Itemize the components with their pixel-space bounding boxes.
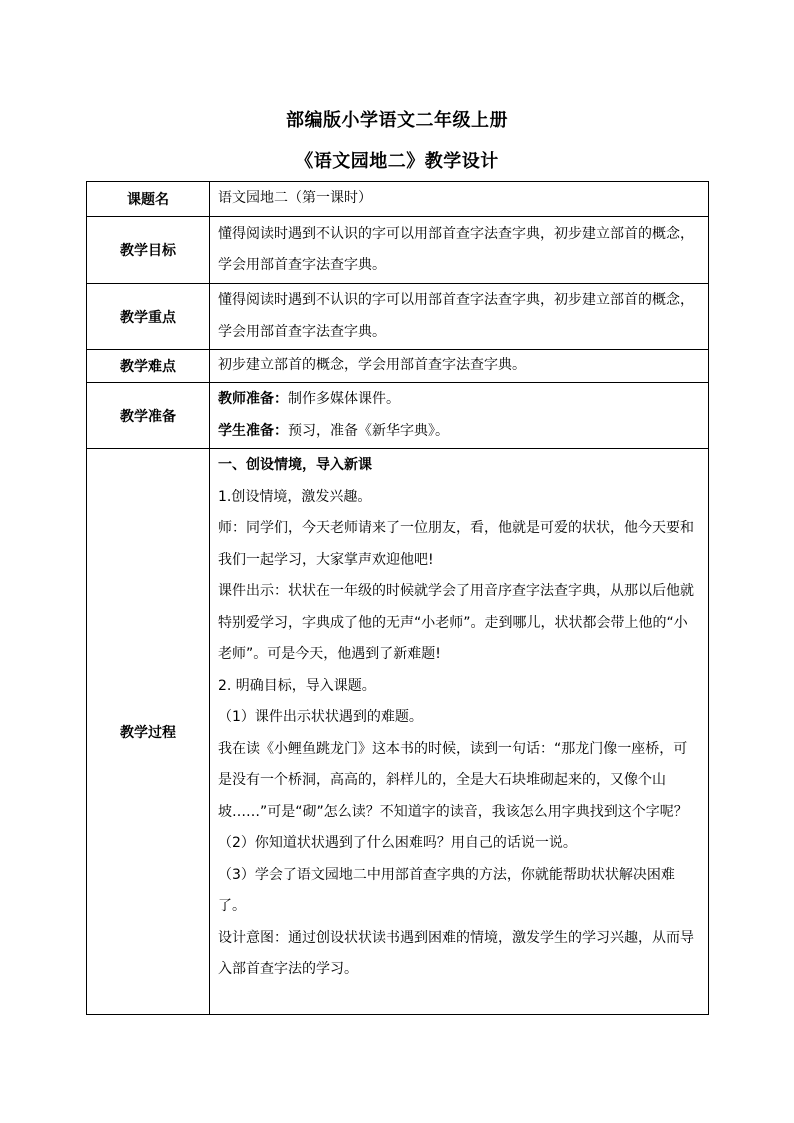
- goal-value: 懂得阅读时遇到不认识的字可以用部首查字法查字典，初步建立部首的概念，学会用部首查字法查字典。: [210, 217, 709, 284]
- document-title: 部编版小学语文二年级上册: [286, 110, 508, 131]
- difficulty-value: 初步建立部首的概念，学会用部首查字法查字典。: [210, 350, 709, 383]
- student-prep-label: 学生准备：: [218, 422, 288, 439]
- row-goal: [87, 217, 709, 284]
- student-prep-text: 预习，准备《新华字典》。: [288, 422, 449, 439]
- row-process: [87, 449, 709, 1015]
- process-paragraph: 1.创设情境，激发兴趣。: [218, 488, 372, 505]
- row-prep: [87, 383, 709, 449]
- process-paragraph: 设计意图：通过创设状状读书遇到困难的情境，激发学生的学习兴趣，从而导入部首查字法的学习。: [218, 929, 694, 977]
- teacher-prep-label: 教师准备：: [218, 391, 288, 407]
- goal-label: 教学目标: [87, 217, 210, 284]
- row-topic: [87, 182, 709, 217]
- document-subtitle: 《语文园地二》教学设计: [295, 151, 499, 172]
- process-paragraph: 2. 明确目标，导入课题。: [218, 677, 376, 694]
- topic-value: 语文园地二（第一课时）: [210, 182, 709, 217]
- row-difficulty: [87, 350, 709, 383]
- key-value: 懂得阅读时遇到不认识的字可以用部首查字法查字典，初步建立部首的概念，学会用部首查字法查字典。: [210, 284, 709, 350]
- difficulty-label: 教学难点: [87, 350, 210, 383]
- process-paragraph: （1）课件出示状状遇到的难题。: [218, 709, 423, 725]
- process-paragraph: 师：同学们，今天老师请来了一位朋友，看，他就是可爱的状状，他今天要和我们一起学习，大家掌声欢迎他吧!: [218, 520, 694, 568]
- student-prep: [218, 416, 700, 448]
- key-label: 教学重点: [87, 284, 210, 350]
- process-paragraph: （2）你知道状状遇到了什么困难吗？用自己的话说一说。: [218, 835, 577, 851]
- process-heading: 一、创设情境，导入新课: [218, 457, 372, 473]
- teacher-prep-text: 制作多媒体课件。: [288, 391, 400, 407]
- topic-label: 课题名: [87, 182, 210, 217]
- prep-value: [210, 383, 709, 449]
- teacher-prep: [218, 384, 700, 416]
- row-key: [87, 284, 709, 350]
- process-paragraph: 我在读《小鲤鱼跳龙门》这本书的时候，读到一句话：“那龙门像一座桥，可是没有一个桥洞，高高的，斜样儿的，全是大石块堆砌起来的，又像个山坡……”可是“砌”怎么读？不知道字的读音，我该怎么用字典找到这个字呢？: [218, 740, 688, 820]
- prep-label: 教学准备: [87, 383, 210, 449]
- process-paragraph: 课件出示：状状在一年级的时候就学会了用音序查字法查字典，从那以后他就特别爱学习，字典成了他的无声“小老师”。走到哪儿，状状都会带上他的“小老师”。可是今天，他遇到了新难题!: [218, 583, 694, 662]
- process-value: [210, 449, 709, 1015]
- lesson-plan-table: [86, 181, 709, 1015]
- process-paragraph: （3）学会了语文园地二中用部首查字典的方法，你就能帮助状状解决困难了。: [218, 866, 675, 914]
- process-label: 教学过程: [87, 449, 210, 1015]
